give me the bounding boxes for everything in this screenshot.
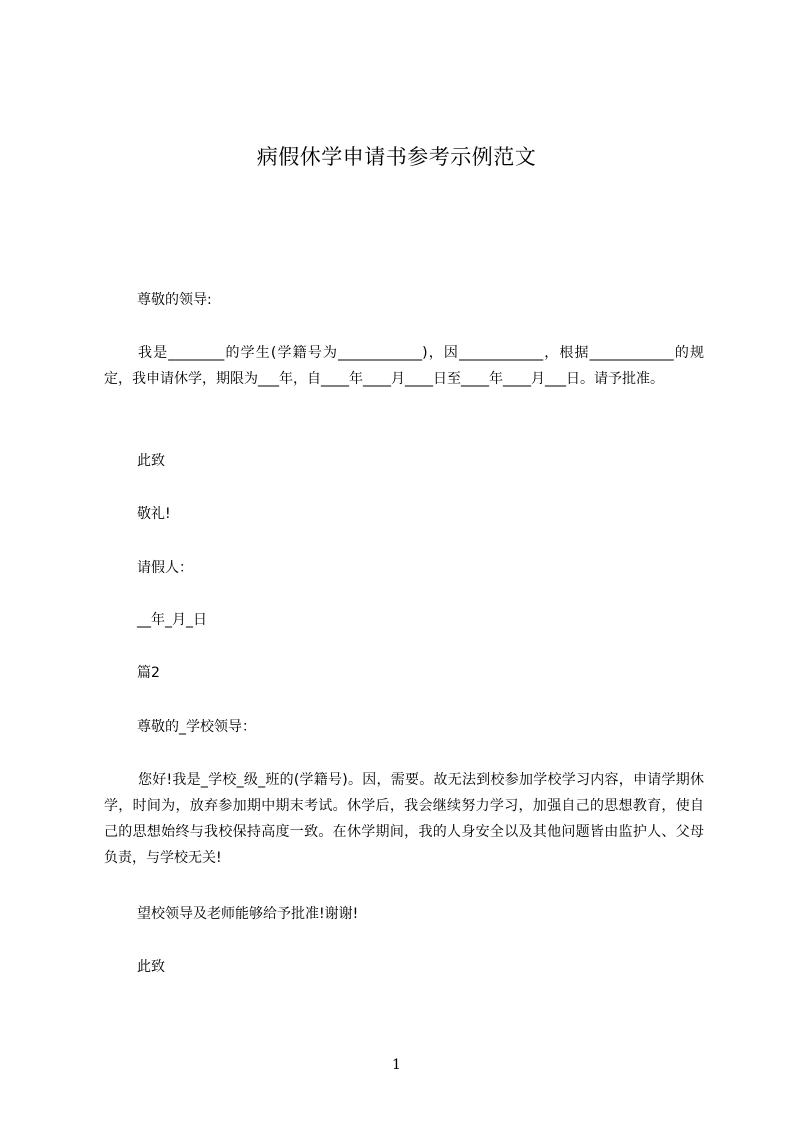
applicant-label: 请假人： <box>137 560 193 576</box>
regards-1: 敬礼! <box>137 506 171 522</box>
closing-2: 此致 <box>137 959 165 975</box>
section-heading-2: 篇2 <box>137 665 160 681</box>
salutation-1: 尊敬的领导: <box>137 292 212 308</box>
request-line: 望校领导及老师能够给予批准!谢谢! <box>137 906 359 922</box>
closing-1: 此致 <box>137 453 165 469</box>
page-number: 1 <box>392 1057 401 1073</box>
salutation-2: 尊敬的_学校领导： <box>137 719 256 735</box>
application-body-1: 我是________的学生(学籍号为____________)，因____________，根据____________的规定，我申请休学，期限为___年，自____年____月____日至____年____月___日。请予批准。 <box>104 345 704 387</box>
document-title: 病假休学申请书参考示例范文 <box>256 145 537 169</box>
application-body-2: 您好!我是_学校_级_班的(学籍号)。因，需要。故无法到校参加学校学习内容，申请学期休学，时间为，放弃参加期中期末考试。休学后，我会继续努力学习，加强自己的思想教育，使自己的思想始终与我校保持高度一致。在休学期间，我的人身安全以及其他问题皆由监护人、父母负责，与学校无关! <box>104 772 704 866</box>
date-line: __年_月_日 <box>137 612 207 628</box>
